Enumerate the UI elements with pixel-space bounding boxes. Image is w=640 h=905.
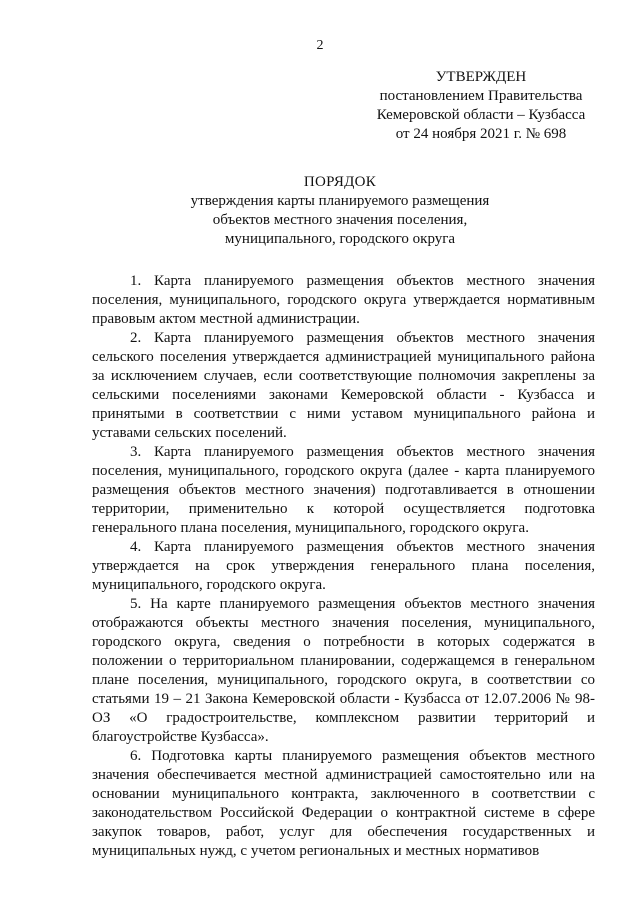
approval-block <box>366 68 596 144</box>
approval-date: от 24 ноября 2021 г. № 698 <box>395 126 567 142</box>
approval-line: Кемеровской области – Кузбасса <box>376 107 586 123</box>
paragraph-6: 6. Подготовка карты планируемого размещения объектов местного значения обеспечивается местной администрацией самостоятельно или на основании муниципального контракта, заключенного в соответствии с законодательством Российской Федерации о контрактной системе в сфере закупок товаров, работ, услуг для обеспечения государственных и муниципальных нужд, с учетом региональных и местных нормативов <box>92 748 595 859</box>
title-heading: ПОРЯДОК <box>303 174 377 190</box>
document-body <box>92 272 595 861</box>
approval-line: постановлением Правительства <box>379 88 583 104</box>
paragraph-3: 3. Карта планируемого размещения объектов местного значения поселения, муниципального, городского округа (далее - карта планируемого размещения объектов местного значения) подготавливается в отношении территории, применительно к которой осуществляется подготовка генерального плана поселения, муниципального, городского округа. <box>92 444 595 536</box>
title-line: утверждения карты планируемого размещения <box>190 193 490 209</box>
title-line: муниципального, городского округа <box>224 231 456 247</box>
paragraph-5: 5. На карте планируемого размещения объектов местного значения отображаются объекты местного значения поселения, муниципального, городского округа, сведения о потребности в которых содержатся в положении о территориальном планировании, содержащемся в генеральном плане поселения, муниципального, городского округа, в соответствии со статьями 19 – 21 Закона Кемеровской области - Кузбасса от 12.07.2006 № 98-ОЗ «О градостроительстве, комплексном развитии территорий и благоустройстве Кузбасса». <box>92 596 595 745</box>
paragraph-1: 1. Карта планируемого размещения объектов местного значения поселения, муниципального, городского округа утверждается нормативным правовым актом местной администрации. <box>92 273 595 327</box>
page-number: 2 <box>316 38 324 53</box>
document-title <box>90 173 590 249</box>
approval-heading: УТВЕРЖДЕН <box>435 69 527 85</box>
title-line: объектов местного значения поселения, <box>212 212 468 228</box>
paragraph-2: 2. Карта планируемого размещения объектов местного значения сельского поселения утверждается администрацией муниципального района за исключением случаев, если соответствующие полномочия закреплены за сельскими поселениями законами Кемеровской области - Кузбасса и принятыми в соответствии с ними уставом муниципального района и уставами сельских поселений. <box>92 330 595 441</box>
paragraph-4: 4. Карта планируемого размещения объектов местного значения утверждается на срок утверждения генерального плана поселения, муниципального, городского округа. <box>92 539 595 593</box>
